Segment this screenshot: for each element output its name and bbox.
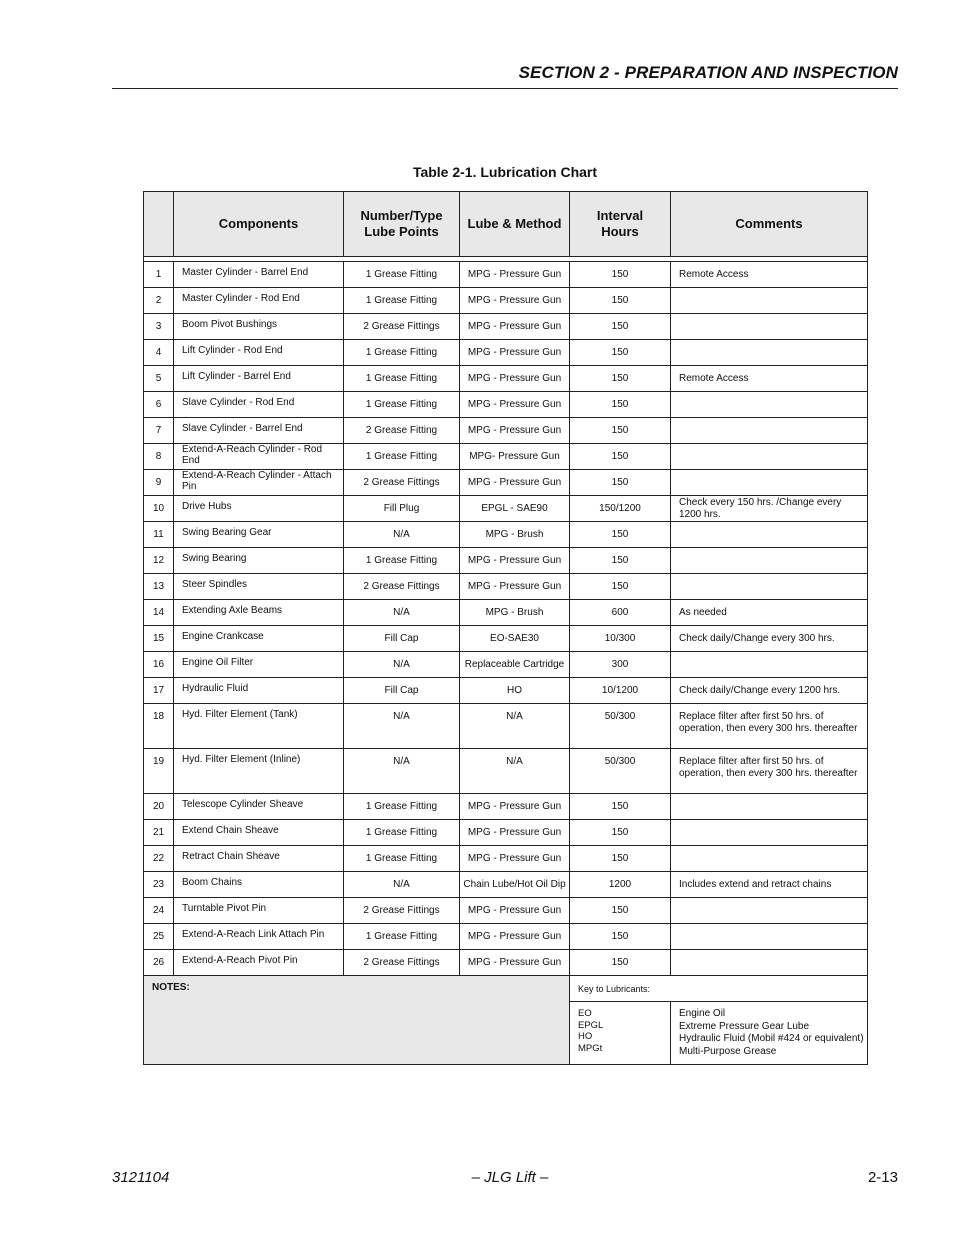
comments [671, 522, 868, 548]
component-name [174, 548, 344, 574]
component-name [174, 678, 344, 704]
table-row [144, 600, 868, 626]
row-number: 15 [144, 626, 174, 652]
lube-method: MPG - Pressure Gun [460, 924, 570, 950]
lube-method: MPG - Pressure Gun [460, 574, 570, 600]
comments [671, 314, 868, 340]
lube-method: MPG - Pressure Gun [460, 314, 570, 340]
interval-hours: 150 [570, 794, 671, 820]
component-name-text: Hydraulic Fluid [182, 683, 249, 694]
component-name-text: Swing Bearing [182, 553, 247, 564]
interval-hours: 150 [570, 392, 671, 418]
column-header-interval-line1: Interval [596, 208, 644, 223]
interval-hours: 150 [570, 314, 671, 340]
lube-points: N/A [344, 522, 460, 548]
key-name: Multi-Purpose Grease [679, 1045, 777, 1057]
table-row [144, 846, 868, 872]
lube-method: MPG - Pressure Gun [460, 950, 570, 976]
comments: Replace filter after first 50 hrs. of operation, then every 300 hrs. thereafter [671, 749, 868, 794]
row-number: 7 [144, 418, 174, 444]
interval-hours: 50/300 [570, 749, 671, 794]
column-header-comments: Comments [671, 192, 868, 257]
component-name [174, 626, 344, 652]
lube-method: MPG - Pressure Gun [460, 366, 570, 392]
lube-method: MPG - Brush [460, 522, 570, 548]
row-number: 10 [144, 496, 174, 522]
lubrication-table [143, 191, 868, 1065]
row-number: 19 [144, 749, 174, 794]
lube-points: 1 Grease Fitting [344, 340, 460, 366]
table-row [144, 898, 868, 924]
row-number: 26 [144, 950, 174, 976]
table-row [144, 340, 868, 366]
component-name [174, 366, 344, 392]
interval-hours: 150 [570, 898, 671, 924]
lube-points: 1 Grease Fitting [344, 392, 460, 418]
lube-method: MPG - Pressure Gun [460, 262, 570, 288]
table-row [144, 418, 868, 444]
component-name-text: Slave Cylinder - Rod End [182, 397, 295, 408]
table-row [144, 704, 868, 749]
table-row [144, 652, 868, 678]
lube-points: 1 Grease Fitting [344, 366, 460, 392]
row-number: 16 [144, 652, 174, 678]
comments [671, 288, 868, 314]
component-name-text: Hyd. Filter Element (Tank) [182, 709, 298, 720]
lube-points: N/A [344, 652, 460, 678]
key-to-lubricants-label: Key to Lubricants: [570, 976, 868, 1002]
table-body [144, 262, 868, 976]
component-name-text: Master Cylinder - Barrel End [182, 267, 309, 278]
lube-method: MPG- Pressure Gun [460, 444, 570, 470]
column-header-lube-points-line2: Lube Points [364, 224, 439, 239]
component-name-text: Engine Oil Filter [182, 657, 254, 668]
key-name: Hydraulic Fluid (Mobil #424 or equivalent) [679, 1033, 864, 1044]
row-number: 20 [144, 794, 174, 820]
comments [671, 898, 868, 924]
component-name [174, 846, 344, 872]
comments: As needed [671, 600, 868, 626]
lube-points: 2 Grease Fittings [344, 470, 460, 496]
column-header-interval [570, 192, 671, 257]
lube-points: 2 Grease Fittings [344, 314, 460, 340]
component-name-text: Extending Axle Beams [182, 605, 283, 616]
row-number: 12 [144, 548, 174, 574]
lube-points: 1 Grease Fitting [344, 924, 460, 950]
table-title: Table 2-1. Lubrication Chart [412, 164, 598, 180]
table-row [144, 522, 868, 548]
component-name [174, 470, 344, 496]
lube-method: MPG - Pressure Gun [460, 288, 570, 314]
interval-hours: 150 [570, 262, 671, 288]
interval-hours: 150 [570, 340, 671, 366]
interval-hours: 150 [570, 950, 671, 976]
comments [671, 548, 868, 574]
component-name [174, 872, 344, 898]
comments [671, 846, 868, 872]
lube-points: 1 Grease Fitting [344, 288, 460, 314]
lube-method: MPG - Pressure Gun [460, 470, 570, 496]
interval-hours: 300 [570, 652, 671, 678]
table-row [144, 548, 868, 574]
lube-method: EPGL - SAE90 [460, 496, 570, 522]
lube-points: N/A [344, 749, 460, 794]
lube-points: Fill Plug [344, 496, 460, 522]
table-row [144, 626, 868, 652]
component-name [174, 262, 344, 288]
row-number: 24 [144, 898, 174, 924]
row-number: 8 [144, 444, 174, 470]
interval-hours: 150/1200 [570, 496, 671, 522]
key-abbr: EPGL [578, 1019, 604, 1031]
doc-number: 3121104 [112, 1169, 170, 1186]
component-name-text: Lift Cylinder - Rod End [182, 345, 283, 356]
component-name-text: Steer Spindles [182, 579, 248, 590]
table-row [144, 794, 868, 820]
component-name [174, 820, 344, 846]
interval-hours: 150 [570, 924, 671, 950]
component-name-text: Retract Chain Sheave [182, 851, 280, 862]
row-number: 17 [144, 678, 174, 704]
lube-points: 1 Grease Fitting [344, 444, 460, 470]
table-row [144, 496, 868, 522]
key-names [671, 1002, 868, 1065]
table-row [144, 314, 868, 340]
lube-method: MPG - Pressure Gun [460, 548, 570, 574]
comments [671, 340, 868, 366]
row-number: 18 [144, 704, 174, 749]
component-name [174, 314, 344, 340]
table-row [144, 262, 868, 288]
component-name [174, 522, 344, 548]
row-number: 4 [144, 340, 174, 366]
lube-method: MPG - Pressure Gun [460, 820, 570, 846]
row-number: 13 [144, 574, 174, 600]
lube-method: Replaceable Cartridge [460, 652, 570, 678]
component-name [174, 652, 344, 678]
row-number: 5 [144, 366, 174, 392]
component-name-text: Slave Cylinder - Barrel End [182, 423, 303, 434]
comments [671, 794, 868, 820]
component-name [174, 444, 344, 470]
page-number: 2-13 [867, 1169, 898, 1186]
interval-hours: 10/300 [570, 626, 671, 652]
component-name-text: Extend-A-Reach Pivot Pin [182, 955, 298, 966]
lube-points: 2 Grease Fittings [344, 898, 460, 924]
table-row [144, 366, 868, 392]
row-number: 25 [144, 924, 174, 950]
lube-method: MPG - Pressure Gun [460, 418, 570, 444]
comments [671, 418, 868, 444]
lube-points: 1 Grease Fitting [344, 820, 460, 846]
interval-hours: 1200 [570, 872, 671, 898]
component-name-text: Turntable Pivot Pin [182, 903, 267, 914]
comments [671, 950, 868, 976]
row-number: 6 [144, 392, 174, 418]
lube-method: Chain Lube/Hot Oil Dip [460, 872, 570, 898]
comments [671, 470, 868, 496]
lube-method: MPG - Brush [460, 600, 570, 626]
key-abbr: HO [578, 1031, 593, 1042]
component-name-text: Engine Crankcase [182, 631, 264, 642]
component-name-text: Swing Bearing Gear [182, 527, 272, 538]
interval-hours: 150 [570, 470, 671, 496]
lube-points: 2 Grease Fittings [344, 574, 460, 600]
interval-hours: 150 [570, 418, 671, 444]
lube-points: Fill Cap [344, 678, 460, 704]
comments: Remote Access [671, 262, 868, 288]
comments [671, 574, 868, 600]
lube-method: MPG - Pressure Gun [460, 846, 570, 872]
comments [671, 924, 868, 950]
lube-method: MPG - Pressure Gun [460, 392, 570, 418]
lube-method: MPG - Pressure Gun [460, 794, 570, 820]
lube-points: 2 Grease Fitting [344, 418, 460, 444]
component-name-text: Drive Hubs [182, 501, 232, 512]
comments: Replace filter after first 50 hrs. of operation, then every 300 hrs. thereafter [671, 704, 868, 749]
lube-points: N/A [344, 600, 460, 626]
key-abbreviations [570, 1002, 671, 1065]
interval-hours: 150 [570, 820, 671, 846]
component-name-text: Extend-A-Reach Cylinder - Rod End [182, 443, 323, 466]
component-name [174, 950, 344, 976]
component-name [174, 496, 344, 522]
table-row [144, 444, 868, 470]
section-title: SECTION 2 - PREPARATION AND INSPECTION [518, 63, 898, 82]
lube-points: 1 Grease Fitting [344, 794, 460, 820]
key-name: Extreme Pressure Gear Lube [679, 1020, 810, 1032]
comments: Check daily/Change every 1200 hrs. [671, 678, 868, 704]
interval-hours: 600 [570, 600, 671, 626]
lube-method: N/A [460, 749, 570, 794]
interval-hours: 150 [570, 444, 671, 470]
row-number: 9 [144, 470, 174, 496]
component-name [174, 898, 344, 924]
column-header-method: Lube & Method [460, 192, 570, 257]
row-number: 11 [144, 522, 174, 548]
table-row [144, 574, 868, 600]
table-row [144, 820, 868, 846]
component-name [174, 392, 344, 418]
component-name-text: Hyd. Filter Element (Inline) [182, 754, 301, 765]
column-header-interval-line2: Hours [601, 224, 639, 239]
component-name-text: Extend-A-Reach Link Attach Pin [182, 929, 325, 940]
comments [671, 444, 868, 470]
lube-points: 1 Grease Fitting [344, 548, 460, 574]
lube-method: N/A [460, 704, 570, 749]
comments [671, 652, 868, 678]
key-name: Engine Oil [679, 1008, 726, 1019]
component-name-text: Extend Chain Sheave [182, 825, 279, 836]
component-name [174, 794, 344, 820]
table-row [144, 470, 868, 496]
table-row [144, 678, 868, 704]
column-header-components: Components [174, 192, 344, 257]
comments [671, 392, 868, 418]
column-header-number [144, 192, 174, 257]
component-name [174, 704, 344, 749]
column-header-lube-points [344, 192, 460, 257]
header-rule [112, 88, 898, 89]
row-number: 22 [144, 846, 174, 872]
component-name [174, 600, 344, 626]
component-name-text: Boom Chains [182, 877, 243, 888]
comments: Remote Access [671, 366, 868, 392]
comments [671, 820, 868, 846]
component-name [174, 924, 344, 950]
component-name-text: Lift Cylinder - Barrel End [182, 371, 291, 382]
row-number: 23 [144, 872, 174, 898]
table-row [144, 924, 868, 950]
row-number: 21 [144, 820, 174, 846]
component-name [174, 574, 344, 600]
table-row [144, 950, 868, 976]
row-number: 1 [144, 262, 174, 288]
interval-hours: 10/1200 [570, 678, 671, 704]
lube-method: MPG - Pressure Gun [460, 340, 570, 366]
comments: Includes extend and retract chains [671, 872, 868, 898]
lube-points: 1 Grease Fitting [344, 262, 460, 288]
component-name [174, 340, 344, 366]
footer-brand: – JLG Lift – [471, 1169, 549, 1186]
lube-points: Fill Cap [344, 626, 460, 652]
component-name [174, 288, 344, 314]
component-name-text: Boom Pivot Bushings [182, 319, 278, 330]
lube-method: MPG - Pressure Gun [460, 898, 570, 924]
row-number: 3 [144, 314, 174, 340]
comments: Check every 150 hrs. /Change every 1200 hrs. [671, 496, 868, 522]
table-row [144, 288, 868, 314]
key-abbr: MPGt [578, 1042, 603, 1054]
component-name [174, 749, 344, 794]
table-row [144, 872, 868, 898]
comments: Check daily/Change every 300 hrs. [671, 626, 868, 652]
interval-hours: 150 [570, 548, 671, 574]
interval-hours: 150 [570, 288, 671, 314]
lube-method: EO-SAE30 [460, 626, 570, 652]
row-number: 14 [144, 600, 174, 626]
notes-row [144, 976, 868, 1002]
lube-points: N/A [344, 872, 460, 898]
component-name-text: Extend-A-Reach Cylinder - Attach Pin [182, 469, 332, 492]
key-abbr: EO [578, 1008, 592, 1019]
lube-method: HO [460, 678, 570, 704]
interval-hours: 50/300 [570, 704, 671, 749]
interval-hours: 150 [570, 846, 671, 872]
component-name [174, 418, 344, 444]
interval-hours: 150 [570, 522, 671, 548]
table-row [144, 749, 868, 794]
column-header-lube-points-line1: Number/Type [360, 208, 443, 223]
row-number: 2 [144, 288, 174, 314]
lube-points: 2 Grease Fittings [344, 950, 460, 976]
component-name-text: Telescope Cylinder Sheave [182, 799, 304, 810]
lube-points: N/A [344, 704, 460, 749]
table-row [144, 392, 868, 418]
interval-hours: 150 [570, 366, 671, 392]
notes-cell: NOTES: [144, 976, 570, 1065]
table-header-row [144, 192, 868, 257]
lube-points: 1 Grease Fitting [344, 846, 460, 872]
component-name-text: Master Cylinder - Rod End [182, 293, 300, 304]
interval-hours: 150 [570, 574, 671, 600]
